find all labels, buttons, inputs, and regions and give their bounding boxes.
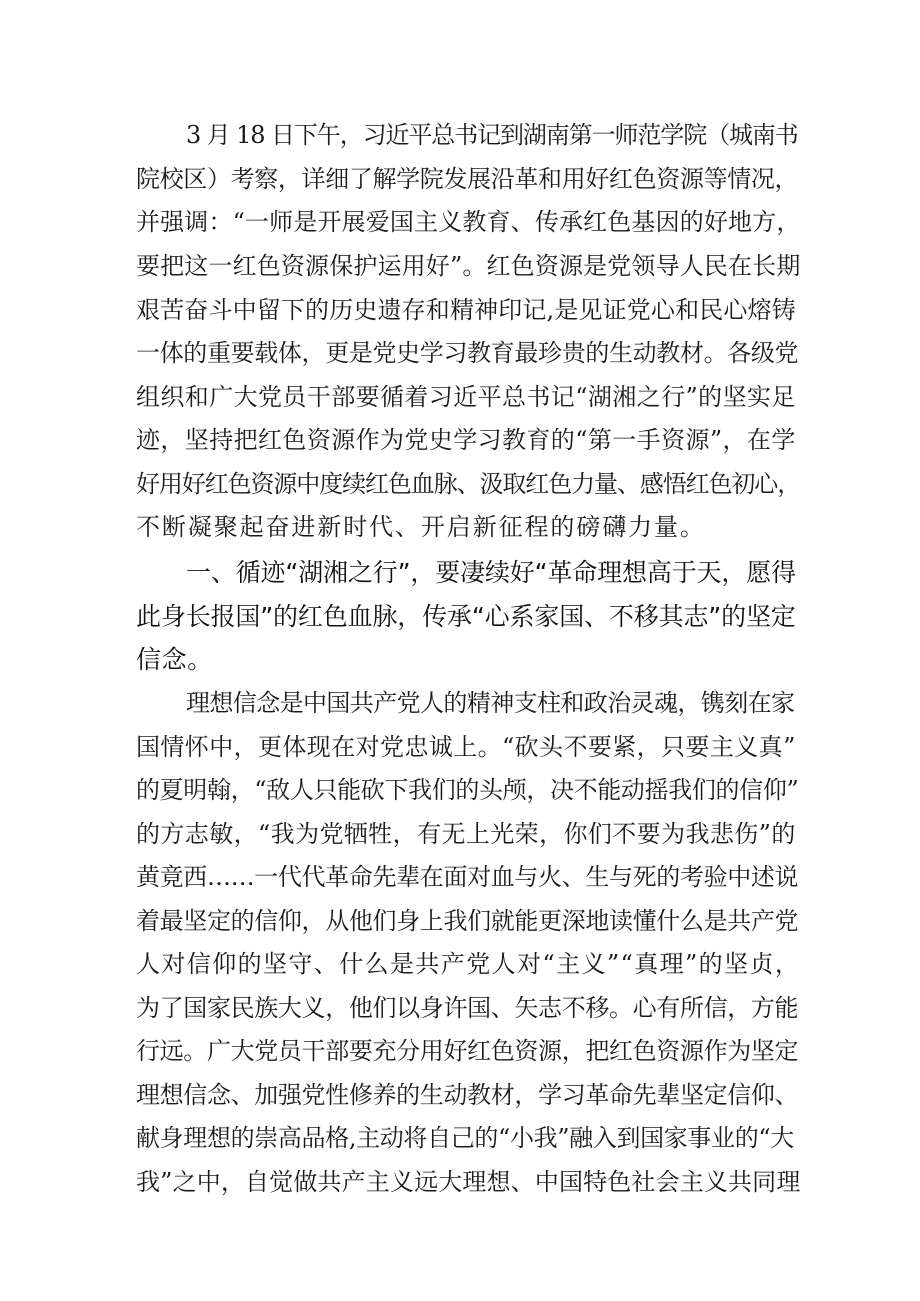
heading-line: 此身长报国”的红色血脉，传承“心系家国、不移其志”的坚定: [136, 602, 796, 631]
paragraph-line: 行远。广大党员干部要充分用好红色资源，把红色资源作为坚定: [136, 1037, 799, 1065]
paragraph-line: 着最坚定的信仰，从他们身上我们就能更深地读懂什么是共产党: [136, 907, 799, 935]
paragraph-line: 好用好红色资源中度续红色血脉、汲取红色力量、感悟红色初心，: [136, 470, 801, 498]
paragraph-line: 国情怀中，更体现在对党忠诚上。“砍头不要紧，只要主义真”: [136, 733, 796, 761]
paragraph-line: 3 月 18 日下午，习近平总书记到湖南第一师范学院（城南书: [186, 121, 798, 149]
paragraph-line: 理想信念是中国共产党人的精神支柱和政治灵魂，镌刻在家: [186, 689, 795, 717]
paragraph-line: 艰苦奋斗中留下的历史遗存和精神印记,是见证党心和民心熔铸: [136, 296, 796, 324]
paragraph-line: 要把这一红色资源保护运用好”。红色资源是党领导人民在长期: [136, 252, 801, 280]
paragraph-line: 黄竟西……一代代革命先辈在面对血与火、生与死的考验中述说: [136, 863, 799, 891]
paragraph-line: 我”之中，自觉做共产主义远大理想、中国特色社会主义共同理: [136, 1168, 801, 1196]
paragraph-line: 理想信念、加强党性修养的生动教材，学习革命先辈坚定信仰、: [136, 1081, 799, 1109]
paragraph-line: 不断凝聚起奋进新时代、开启新征程的磅礴力量。: [136, 513, 706, 541]
paragraph-line: 一体的重要载体，更是党史学习教育最珍贵的生动教材。各级党: [136, 339, 799, 367]
paragraph-line: 院校区）考察，详细了解学院发展沿革和用好红色资源等情况，: [136, 165, 799, 193]
paragraph-line: 为了国家民族大义，他们以身许国、矢志不移。心有所信，方能: [136, 994, 799, 1022]
paragraph-line: 的方志敏，“我为党牺牲，有无上光荣，你们不要为我悲伤”的: [136, 820, 796, 848]
paragraph-line: 人对信仰的坚守、什么是共产党人对“主义”“真理”的坚贞，: [136, 950, 801, 978]
paragraph-line: 组织和广大党员干部要循着习近平总书记“湖湘之行”的坚实足: [136, 383, 796, 411]
paragraph-line: 并强调：“一师是开展爱国主义教育、传承红色基因的好地方，: [136, 208, 801, 236]
paragraph-line: 献身理想的崇高品格,主动将自己的“小我”融入到国家事业的“大: [136, 1124, 794, 1152]
paragraph-line: 迹，坚持把红色资源作为党史学习教育的“第一手资源”，在学: [136, 426, 796, 454]
paragraph-line: 的夏明翰，“敌人只能砍下我们的头颅，决不能动摇我们的信仰”: [136, 776, 799, 804]
heading-line: 一、循迹“湖湘之行”，要凄续好“革命理想高于天，愿得: [186, 558, 796, 587]
heading-line: 信念。: [136, 645, 213, 674]
